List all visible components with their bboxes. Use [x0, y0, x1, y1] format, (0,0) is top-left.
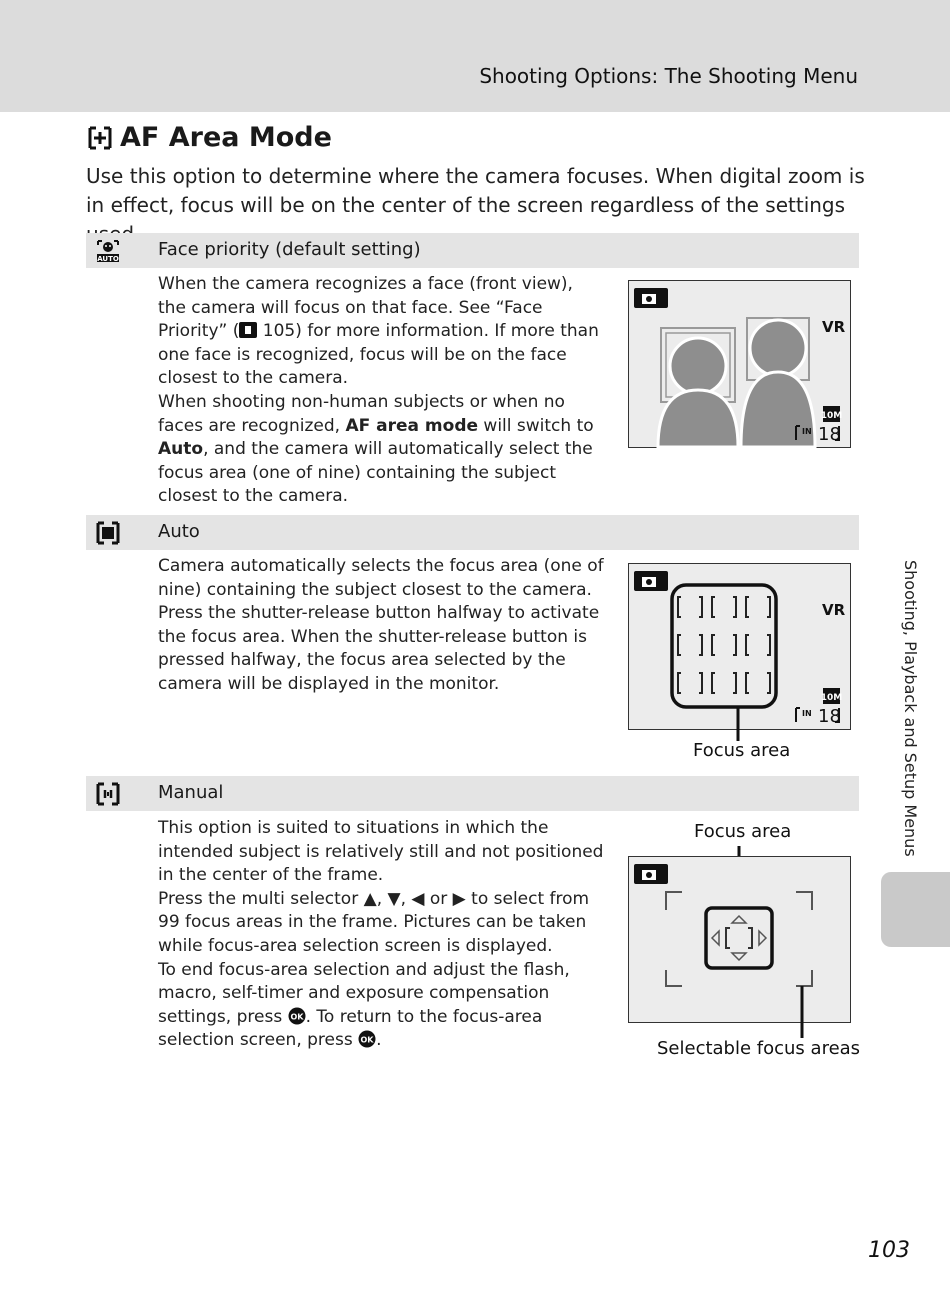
multi-selector-left: ◀: [411, 888, 425, 909]
face-priority-screen: [628, 280, 851, 448]
image-size-indicator: 10M: [820, 693, 843, 703]
ok-icon-text-2: OK: [360, 1035, 374, 1045]
page-number: 103: [868, 1238, 910, 1263]
side-tab-text: Shooting, Playback and Setup Menus: [901, 560, 920, 857]
option-header-face-priority: [86, 233, 859, 268]
callout-focus-area-auto: Focus area: [693, 740, 791, 761]
face-priority-icon: [96, 239, 120, 263]
option-header-auto: [86, 515, 859, 550]
face-desc-b2: will switch to: [478, 415, 594, 436]
header-band: [0, 0, 950, 112]
manual-desc-sep1: ,: [376, 888, 388, 909]
option-name-manual: Manual: [158, 782, 224, 803]
option-desc-auto: Camera automatically selects the focus area (one of nine) containing the subject closest to the camera. Press the shutter-release button halfway to activate the focus area. When the shutter-release button is pressed halfway, the focus area selected by the camera will be displayed in the monitor.: [158, 556, 604, 694]
shots-remaining: 18: [818, 424, 841, 445]
manual-desc-sep2: ,: [400, 888, 412, 909]
manual-desc-a: This option is suited to situations in which the intended subject is relatively still and not positioned in the center of the frame.: [158, 818, 604, 886]
manual-desc-c3: .: [376, 1030, 382, 1051]
face-desc-bold-auto: Auto: [158, 439, 204, 460]
reference-icon: [239, 322, 257, 338]
face-desc-a: When the camera recognizes a face (front view), the camera will focus on that face. See “Face Priority” (: [158, 274, 573, 342]
running-header: Shooting Options: The Shooting Menu: [479, 64, 858, 88]
image-size-indicator: 10M: [820, 411, 843, 421]
memory-indicator: IN: [802, 427, 812, 436]
vr-indicator: VR: [822, 601, 846, 619]
page-title: [88, 122, 332, 153]
intro-paragraph: Use this option to determine where the camera focuses. When digital zoom is in effect, focus will be on the center of the screen regardless of the settings: [86, 164, 865, 217]
manual-af-icon: [96, 782, 120, 806]
memory-indicator: IN: [802, 709, 812, 718]
multi-selector-up: ▲: [363, 888, 377, 909]
ok-button-icon: [288, 1007, 306, 1025]
manual-desc-b1: Press the multi selector: [158, 888, 364, 909]
manual-desc-c2: . To return to the focus-area selection screen, press: [158, 1006, 543, 1051]
face-desc-bold-af-area-mode: AF area mode: [345, 415, 479, 436]
auto-af-icon: [96, 521, 120, 545]
af-area-icon: [88, 126, 112, 150]
callout-focus-area-manual: Focus area: [694, 821, 792, 842]
face-desc-b1: When shooting non-human subjects or when no faces are recognized,: [158, 391, 565, 436]
svg-text:AUTO: AUTO: [97, 255, 119, 263]
face-desc-b3: , and the camera will automatically select the focus area (one of nine) containing the subject closest to the camera.: [158, 439, 593, 507]
manual-desc-b2: to select from 99 focus areas in the frame. Pictures can be taken while focus-area selection screen is displayed.: [158, 888, 590, 956]
multi-selector-right: ▶: [452, 888, 466, 909]
manual-desc-c1: To end focus-area selection and adjust the flash, macro, self-timer and exposure compensation settings, press: [158, 959, 570, 1027]
option-name-face-priority: Face priority (default setting): [158, 239, 421, 260]
ok-icon-text-1: OK: [290, 1012, 304, 1022]
manual-desc-or: or: [424, 888, 453, 909]
side-tab-label: [900, 560, 920, 860]
callout-selectable-focus-areas: Selectable focus areas: [657, 1038, 861, 1059]
option-name-auto: Auto: [158, 521, 200, 542]
page-title-text: AF Area Mode: [120, 122, 332, 153]
side-tab-marker: [881, 872, 950, 947]
vr-indicator: VR: [822, 318, 846, 336]
manual-screen: [628, 846, 851, 1046]
multi-selector-down: ▼: [387, 888, 401, 909]
option-desc-face-priority: [158, 273, 606, 509]
ok-button-icon: [358, 1030, 376, 1048]
option-header-manual: [86, 776, 859, 811]
option-desc-manual: [158, 817, 606, 1053]
face-desc-ref: 105) for more information. If more than one face is recognized, focus will be on the face closest to the camera.: [158, 321, 599, 389]
shots-remaining: 18: [818, 706, 841, 727]
